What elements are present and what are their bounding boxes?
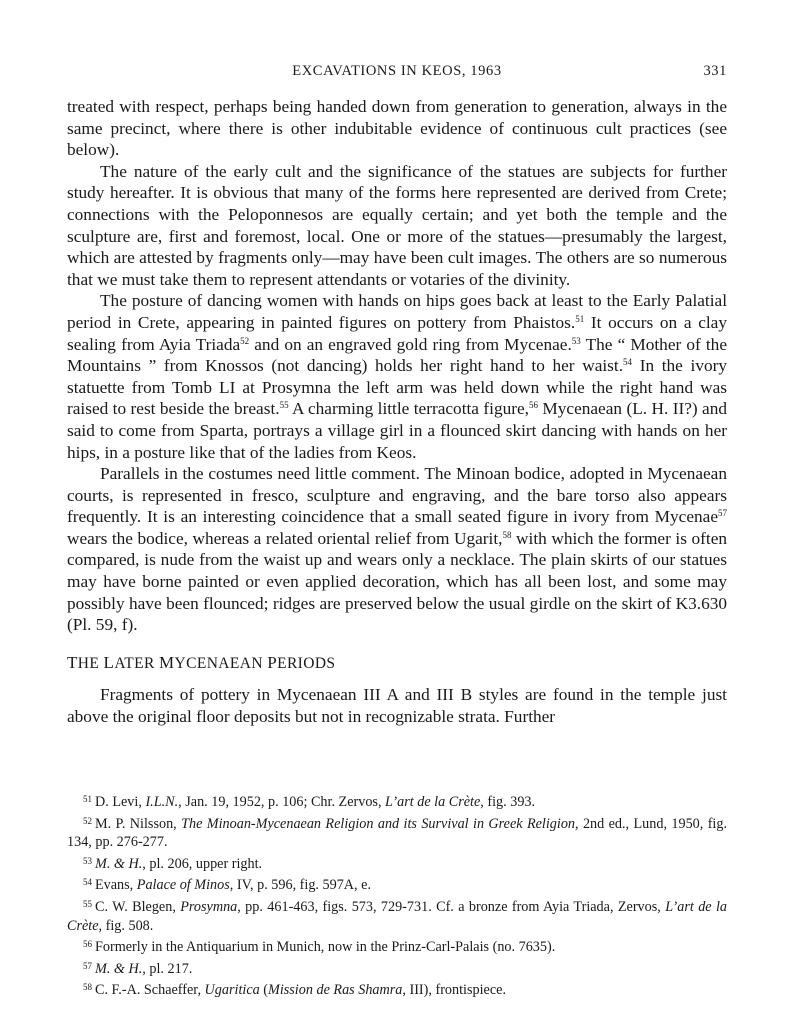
footnote-number: 56 [83,939,92,950]
paragraph-4 [67,463,727,636]
footnote-number: 52 [83,815,92,826]
text-run: A charming little terracotta figure, [288,399,529,419]
footnote-55: $^{55}$ C. W. Blegen, Prosymna, pp. 461-463, figs. 573, 729-731. Cf. a bronze from Ayia Triada, Zervos, L’art de la Crète, fig. 508. [67,898,728,934]
text-run: Mycenaean (L. H. II?) and said to come from Sparta, portrays a village girl in a flounced skirt dancing with hands on her hips, in a posture like that of the ladies from Keos. [67,399,728,462]
footnote-number: 55 [83,898,92,909]
text-run: The “ Mother of the Mountains ” from Knossos (not dancing) holds her right hand to her waist. [67,334,727,376]
paragraph-5: Fragments of pottery in Mycenaean III A and III B styles are found in the temple just above the original floor deposits but not in recognizable strata. Further [67,685,727,727]
footnote-54: $^{54}$ Evans, Palace of Minos, IV, p. 596, fig. 597A, e. [83,877,371,894]
page-number: 331 [703,63,727,79]
paragraph-3 [67,290,727,463]
footnotes [67,790,727,1000]
footnote-ref-52[interactable]: 52 [240,335,250,346]
text-run: wears the bodice, whereas a related oriental relief from Ugarit, [67,528,503,548]
footnote-56: $^{56}$ Formerly in the Antiquarium in Munich, now in the Prinz-Carl-Palais (no. 7635). [83,939,556,956]
section-heading: THE LATER MYCENAEAN PERIODS [67,652,336,672]
footnote-number: 58 [83,982,92,993]
footnote-ref-51[interactable]: 51 [575,313,585,324]
footnote-number: 53 [83,855,92,866]
footnote-ref-57[interactable]: 57 [718,508,727,519]
footnote-number: 51 [83,794,92,804]
footnote-ref-53[interactable]: 53 [571,335,581,346]
footnote-ref-58[interactable]: 58 [502,529,512,540]
running-title: EXCAVATIONS IN KEOS, 1963 [292,63,502,79]
footnote-number: 57 [83,960,92,971]
footnote-57: $^{57}$ M. & H., pl. 217. [83,960,193,977]
footnote-51: $^{51}$ D. Levi, I.L.N., Jan. 19, 1952, p. 106; Chr. Zervos, L’art de la Crète, fig. 393. [83,794,536,810]
paragraph-2: The nature of the early cult and the significance of the statues are subjects for further study hereafter. It is obvious that many of the forms here represented are derived from Crete; connections with the Peloponnesos are equally certain; and yet both the temple and the sculpture are, first and foremost, local. One or more of the statues—presumably the largest, which are attested by fragments only—may have been cult images. The others are so numerous that we must take them to represent attendants or votaries of the divinity. [67,161,727,289]
footnote-number: 54 [83,877,92,888]
text-run: with which the former is often compared, is nude from the waist up and wears only a necklace. The plain skirts of our statues may have borne painted or even applied decoration, which has all been lost, and some may possibly have been flounced; ridges are preserved below the usual girdle on the skirt of K3.630 (Pl. 59, f). [67,528,728,635]
text-run: Parallels in the costumes need little comment. The Minoan bodice, adopted in Mycenaean courts, is represented in fresco, sculpture and engraving, and the bare torso also appears frequently. It is an interesting coincidence that a small seated figure in ivory from Mycenae [67,464,727,527]
text-run: It occurs on a clay sealing from Ayia Triada [67,312,727,354]
body-text [67,96,727,728]
text-run: In the ivory statuette from Tomb LI at Prosymna the left arm was held down while the right hand was raised to rest beside the breast. [67,356,727,419]
text-run: and on an engraved gold ring from Mycenae. [249,334,572,354]
footnote-ref-54[interactable]: 54 [623,357,633,368]
footnote-ref-55[interactable]: 55 [279,400,289,411]
footnote-53: $^{53}$ M. & H., pl. 206, upper right. [83,855,263,872]
footnote-52: $^{52}$ M. P. Nilsson, The Minoan-Mycenaean Religion and its Survival in Greek Religion, 2nd ed., Lund, 1950, fig. 134, pp. 276-277. [67,815,727,851]
text-run: The posture of dancing women with hands on hips goes back at least to the Early Palatial period in Crete, appearing in painted figures on pottery from Phaistos. [67,291,727,332]
running-head [67,63,727,83]
footnote-ref-56[interactable]: 56 [528,400,538,411]
paragraph-1: treated with respect, perhaps being handed down from generation to generation, always in the same precinct, where there is other indubitable evidence of continuous cult practices (see below). [67,97,727,160]
footnote-58: $^{58}$ C. F.-A. Schaeffer, Ugaritica (Mission de Ras Shamra, III), frontispiece. [83,982,506,999]
